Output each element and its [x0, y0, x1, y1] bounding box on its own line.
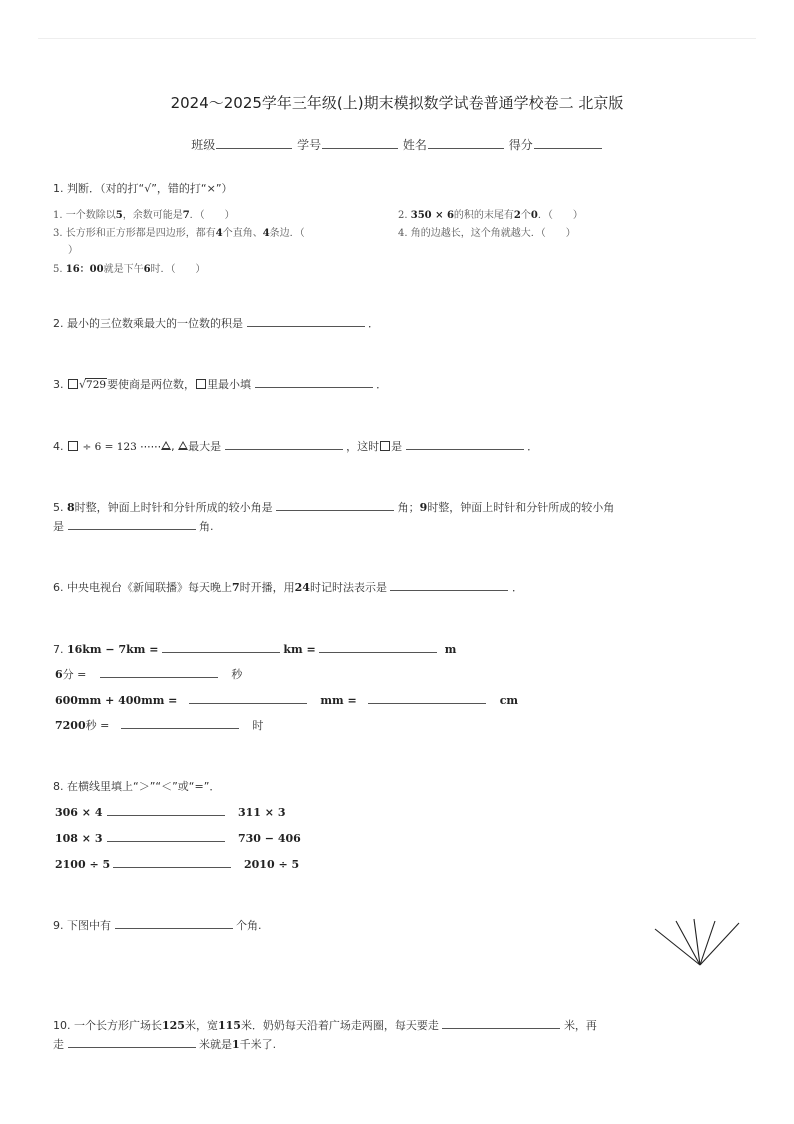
- q6-answer-blank[interactable]: [390, 579, 508, 591]
- q6-hour: 7: [232, 581, 240, 594]
- q7-row-1: [53, 641, 456, 656]
- q1-item-5-text2: 就是下午: [103, 264, 144, 275]
- q8-row-2: [55, 830, 301, 845]
- q7-expr-3: 600mm + 400mm =: [55, 694, 178, 707]
- q3: [53, 376, 387, 392]
- q5-line-2: [53, 518, 214, 534]
- student-id-label: 学号: [297, 138, 322, 152]
- q10-line-1: [53, 1017, 597, 1033]
- q7-sec-label: 秒: [231, 668, 243, 681]
- q5-text4: 是: [53, 520, 64, 533]
- score-label: 得分: [508, 138, 533, 152]
- q10-num-1: 1: [232, 1038, 240, 1051]
- triangle-symbol-icon: [178, 441, 188, 450]
- q5-end: 角.: [199, 520, 214, 533]
- q8-row-3: [55, 856, 299, 871]
- q1-item-3-answer[interactable]: 条边．（: [269, 228, 305, 239]
- q7-number: 7.: [53, 643, 67, 656]
- sqrt-icon: √: [79, 378, 87, 391]
- q1-item-1-num: 5: [115, 210, 123, 221]
- q7-hour-label: 时: [252, 719, 264, 732]
- q6-text2: 时开播，用: [239, 581, 295, 594]
- q1-item-2-text3: 个: [520, 210, 531, 221]
- name-field[interactable]: [428, 136, 504, 149]
- q1-item-4[interactable]: 4. 角的边越长，这个角就越大．（ ）: [398, 228, 576, 239]
- q7-min-label: 分 =: [62, 668, 87, 681]
- q1-item-1-text: 1. 一个数除以: [53, 210, 116, 221]
- q5-answer-blank-1[interactable]: [276, 499, 394, 511]
- q7-row-3: [55, 692, 518, 707]
- q5-number: 5.: [53, 501, 67, 514]
- q7-num-7200: 7200: [55, 719, 86, 732]
- q9-text: 9. 下图中有: [53, 919, 111, 932]
- q8-left-1: 306 × 4: [55, 806, 103, 819]
- q8-row-1: [55, 804, 286, 819]
- q3-end: ．: [376, 378, 388, 391]
- q7-blank-hour[interactable]: [121, 717, 239, 729]
- q5-hour-1: 8: [67, 501, 75, 514]
- q7-blank-mm[interactable]: [189, 692, 307, 704]
- q4-answer-blank-1[interactable]: [225, 438, 343, 450]
- q3-text2: 里最小填: [207, 378, 252, 391]
- q4: 4. ÷ 6 = 123 ⋯⋯ , 最大是 ，这时 是 ．: [53, 440, 539, 453]
- q5-line-1: [53, 499, 614, 515]
- box-symbol-icon: [380, 441, 390, 451]
- q7-blank-sec[interactable]: [100, 666, 218, 678]
- q10-line-2: [53, 1036, 276, 1052]
- student-info-row: [0, 136, 794, 153]
- q9: [53, 917, 262, 933]
- q8-blank-2[interactable]: [107, 830, 225, 842]
- ray-4: [700, 921, 715, 965]
- q1-title: 1. 判断．（对的打“√”，错的打“×”）: [53, 182, 233, 195]
- q6-24: 24: [294, 581, 310, 594]
- q8-right-3: 2010 ÷ 5: [244, 858, 300, 871]
- name-label: 姓名: [402, 138, 427, 152]
- q4-text: 最大是: [188, 440, 222, 453]
- q10-answer-blank-1[interactable]: [442, 1017, 560, 1029]
- box-symbol-icon: [68, 379, 78, 389]
- box-symbol-icon: [68, 441, 78, 451]
- page-title: 2024～2025学年三年级(上)期末模拟数学试卷普通学校卷二 北京版: [170, 94, 624, 112]
- q1-item-2: [398, 206, 583, 221]
- ray-3: [694, 919, 700, 965]
- q5-text: 时整，钟面上时针和分针所成的较小角是: [74, 501, 273, 514]
- q3-dividend: 729: [86, 379, 107, 391]
- q7-blank-m[interactable]: [319, 641, 437, 653]
- q10-text3: 米．奶奶每天沿着广场走两圈，每天要走: [240, 1019, 439, 1032]
- q6-text3: 时记时法表示是: [309, 581, 387, 594]
- student-id-field[interactable]: [322, 136, 398, 149]
- triangle-symbol-icon: [161, 441, 171, 450]
- q1-item-3-text2: 个直角、: [222, 228, 263, 239]
- q3-text: 要使商是两位数，: [107, 378, 196, 391]
- ray-5: [700, 923, 739, 965]
- q7-row-4: [55, 717, 263, 733]
- q1-item-2-text2: 的积的末尾有: [453, 210, 514, 221]
- q4-text2: ，这时: [346, 440, 380, 453]
- q10-text5: 走: [53, 1038, 64, 1051]
- q5-answer-blank-2[interactable]: [68, 518, 196, 530]
- q2-end: ．: [368, 317, 379, 330]
- q6-text: 6. 中央电视台《新闻联播》每天晚上: [53, 581, 232, 594]
- q4-number: 4.: [53, 440, 67, 453]
- q7-mm-label: mm =: [320, 694, 357, 707]
- q8-left-2: 108 × 3: [55, 832, 103, 845]
- q1-item-5-time: 16：00: [65, 264, 104, 275]
- q8-title: 8. 在横线里填上“＞”“＜”或“=”．: [53, 780, 221, 793]
- q5-hour-2: 9: [419, 501, 428, 514]
- q10-end: 千米了.: [239, 1038, 277, 1051]
- q1-item-2-num: 2: [513, 210, 521, 221]
- q7-blank-km[interactable]: [162, 641, 280, 653]
- q7-cm-label: cm: [499, 694, 519, 707]
- q10-text: 10. 一个长方形广场长: [53, 1019, 162, 1032]
- q2: [53, 315, 379, 331]
- q7-expr-1: 16km − 7km =: [67, 643, 159, 656]
- q1-item-2-num2: 0: [530, 210, 538, 221]
- q1-item-1-text2: ，余数可能是: [122, 210, 183, 221]
- q1-item-5-answer[interactable]: 时．（ ）: [150, 264, 206, 275]
- q1-item-3-num2: 4: [262, 228, 270, 239]
- q3-answer-blank[interactable]: [255, 376, 373, 388]
- q7-num-6: 6: [55, 668, 63, 681]
- q9-end: 个角.: [236, 919, 262, 932]
- q1-item-1-num2: 7: [182, 210, 190, 221]
- q1-item-1-answer[interactable]: ．（ ）: [189, 210, 235, 221]
- q8-left-3: 2100 ÷ 5: [55, 858, 111, 871]
- q2-answer-blank[interactable]: [247, 315, 365, 327]
- q10-text6: 米就是: [199, 1038, 232, 1051]
- q1-item-5-text: 5.: [53, 264, 66, 275]
- ray-2: [676, 921, 700, 965]
- class-field[interactable]: [216, 136, 292, 149]
- q1-item-1: [53, 206, 235, 221]
- q1-item-2-expr: 350 × 6: [410, 210, 454, 221]
- q10-text2: 米，宽: [184, 1019, 218, 1032]
- q7-km-label: km =: [283, 643, 316, 656]
- q9-answer-blank[interactable]: [115, 917, 233, 929]
- q1-item-3: [53, 224, 305, 239]
- q6-end: ．: [511, 581, 523, 594]
- q4-end: ．: [527, 440, 539, 453]
- class-label: 班级: [191, 138, 216, 152]
- box-symbol-icon: [196, 379, 206, 389]
- q1-item-3-text: 3. 长方形和正方形都是四边形，都有: [53, 228, 216, 239]
- q7-blank-cm[interactable]: [368, 692, 486, 704]
- q10-text4: 米，再: [563, 1019, 597, 1032]
- q5-text2: 角；: [397, 501, 420, 514]
- q1-item-5: [53, 260, 206, 275]
- score-field[interactable]: [534, 136, 602, 149]
- q4-equation: ÷ 6 = 123 ⋯⋯: [82, 441, 162, 453]
- q7-sec-label-2: 秒 =: [85, 719, 110, 732]
- q4-text3: 是: [391, 440, 403, 453]
- q2-text: 2. 最小的三位数乘最大的一位数的积是: [53, 317, 243, 330]
- q8-blank-3[interactable]: [113, 856, 231, 868]
- top-rule: [38, 38, 756, 39]
- q7-row-2: [55, 666, 242, 682]
- q10-answer-blank-2[interactable]: [68, 1036, 196, 1048]
- q1-item-2-answer[interactable]: ．（ ）: [537, 210, 583, 221]
- ray-1: [655, 929, 700, 965]
- q1-item-5-num: 6: [143, 264, 151, 275]
- q8-right-1: 311 × 3: [238, 806, 286, 819]
- q8-blank-1[interactable]: [107, 804, 225, 816]
- q1-item-2-text: 2.: [398, 210, 411, 221]
- q8-right-2: 730 − 406: [238, 832, 301, 845]
- q7-m-label: m: [444, 643, 457, 656]
- q4-answer-blank-2[interactable]: [406, 438, 524, 450]
- q1-item-3-num: 4: [215, 228, 223, 239]
- q3-number: 3.: [53, 378, 67, 391]
- q5-text3: 时整，钟面上时针和分针所成的较小角: [427, 501, 615, 514]
- angle-fan-figure: [652, 918, 744, 970]
- q1-item-3-wrap: ）: [68, 245, 78, 256]
- q10-width: 115: [217, 1019, 241, 1032]
- q6: [53, 579, 523, 595]
- q10-length: 125: [162, 1019, 185, 1032]
